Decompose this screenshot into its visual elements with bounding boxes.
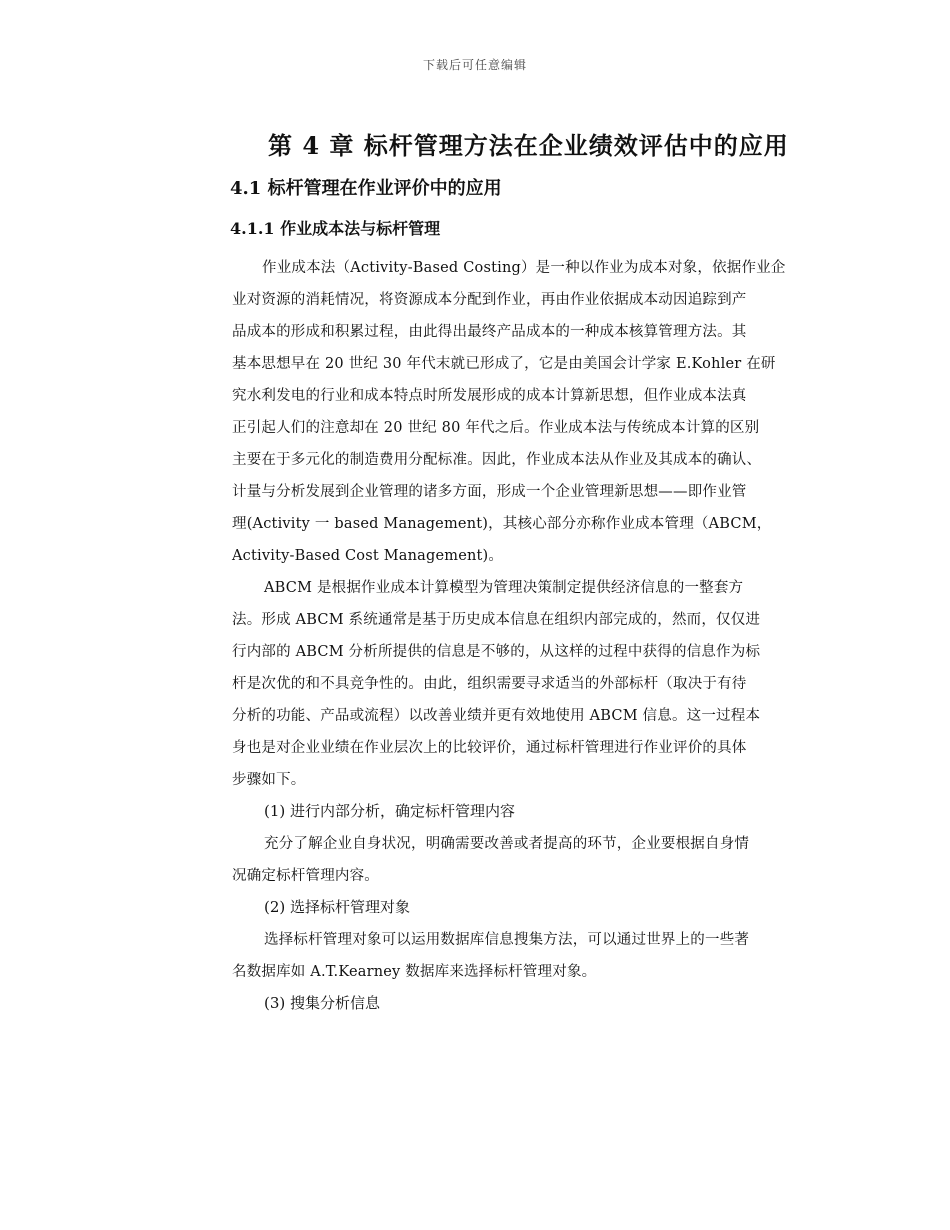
step-2-line: 名数据库如 A.T.Kearney 数据库来选择标杆管理对象。 <box>232 964 597 980</box>
header-note: 下载后可任意编辑 <box>422 58 527 72</box>
paragraph-2-line: 杆是次优的和不具竞争性的。由此，组织需要寻求适当的外部标杆（取决于有待 <box>232 676 747 692</box>
paragraph-1-line: 基本思想早在 20 世纪 30 年代末就已形成了，它是由美国会计学家 E.Kohler 在研 <box>232 356 776 372</box>
paragraph-1-line: 品成本的形成和积累过程，由此得出最终产品成本的一种成本核算管理方法。其 <box>232 324 747 340</box>
paragraph-1-line: 主要在于多元化的制造费用分配标准。因此，作业成本法从作业及其成本的确认、 <box>232 452 762 468</box>
paragraph-1-line: 正引起人们的注意却在 20 世纪 80 年代之后。作业成本法与传统成本计算的区别 <box>232 420 760 436</box>
chapter-title: 第 4 章 标杆管理方法在企业绩效评估中的应用 <box>268 131 789 160</box>
step-1-heading: (1) 进行内部分析，确定标杆管理内容 <box>264 802 516 820</box>
paragraph-2-line: 身也是对企业业绩在作业层次上的比较评价，通过标杆管理进行作业评价的具体 <box>232 740 747 756</box>
paragraph-1-line: 理(Activity 一 based Management)，其核心部分亦称作业成本管理（ABCM， <box>232 516 772 532</box>
step-3-heading: (3) 搜集分析信息 <box>264 994 381 1012</box>
paragraph-2-line: 行内部的 ABCM 分析所提供的信息是不够的，从这样的过程中获得的信息作为标 <box>232 644 761 660</box>
paragraph-2-line: 分析的功能、产品或流程）以改善业绩并更有效地使用 ABCM 信息。这一过程本 <box>232 708 761 724</box>
subsection-title: 4.1.1 作业成本法与标杆管理 <box>230 219 441 238</box>
step-1-line: 况确定标杆管理内容。 <box>232 868 379 884</box>
paragraph-1-line: 计量与分析发展到企业管理的诸多方面，形成一个企业管理新思想——即作业管 <box>232 484 747 500</box>
step-2-line: 选择标杆管理对象可以运用数据库信息搜集方法，可以通过世界上的一些著 <box>264 932 750 948</box>
paragraph-1-line: 作业成本法（Activity-Based Costing）是一种以作业为成本对象，依据作业企 <box>262 260 786 276</box>
paragraph-1-line: Activity-Based Cost Management)。 <box>232 548 504 564</box>
section-title: 4.1 标杆管理在作业评价中的应用 <box>230 178 502 199</box>
paragraph-2-line: ABCM 是根据作业成本计算模型为管理决策制定提供经济信息的一整套方 <box>264 580 744 596</box>
paragraph-1-line: 究水利发电的行业和成本特点时所发展形成的成本计算新思想，但作业成本法真 <box>232 388 747 404</box>
paragraph-2-line: 法。形成 ABCM 系统通常是基于历史成本信息在组织内部完成的，然而，仅仅进 <box>232 612 761 628</box>
paragraph-1-line: 业对资源的消耗情况，将资源成本分配到作业，再由作业依据成本动因追踪到产 <box>232 292 747 308</box>
paragraph-2-line: 步骤如下。 <box>232 772 306 788</box>
step-1-line: 充分了解企业自身状况，明确需要改善或者提高的环节，企业要根据自身情 <box>264 836 750 852</box>
step-2-heading: (2) 选择标杆管理对象 <box>264 898 411 916</box>
